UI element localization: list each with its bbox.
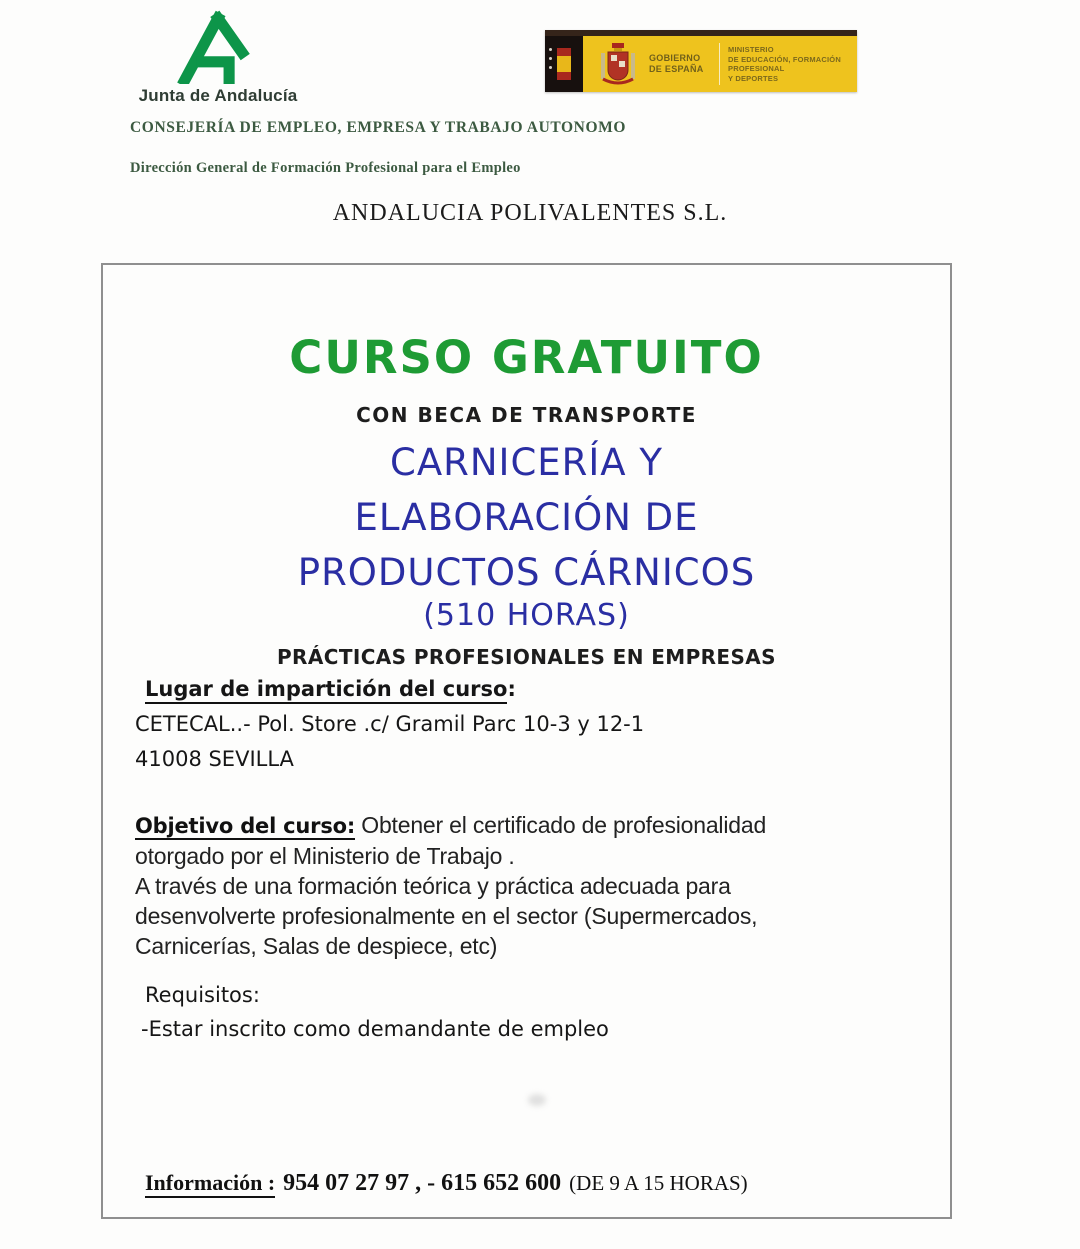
gobierno-name: GOBIERNO DE ESPAÑA <box>649 53 704 74</box>
company-name: ANDALUCIA POLIVALENTES S.L. <box>332 200 728 226</box>
objective-line1: Objetivo del curso: Obtener el certificado de profesionalidad <box>135 812 767 838</box>
flyer-subtitle: CON BECA DE TRANSPORTE <box>356 403 697 427</box>
info-label: Información : <box>145 1170 275 1198</box>
objective-label: Objetivo del curso: <box>135 814 356 838</box>
info-hours: (DE 9 A 15 HORAS) <box>569 1171 748 1195</box>
junta-logo-label: Junta de Andalucía <box>138 86 298 105</box>
junta-andalucia-logo <box>133 10 303 106</box>
info-phone-numbers: 954 07 27 97 , - 615 652 600 <box>283 1170 562 1196</box>
ministry-name: MINISTERIO DE EDUCACIÓN, FORMACIÓN PROFESIONAL Y DEPORTES <box>728 45 841 83</box>
scan-smudge <box>528 1094 546 1106</box>
location-address: CETECAL..- Pol. Store .c/ Gramil Parc 10-3 y 12-1 <box>135 712 645 736</box>
junta-a-icon <box>170 10 266 84</box>
direccion-general-line: Dirección General de Formación Profesional para el Empleo <box>130 160 521 176</box>
flyer-title: CURSO GRATUITO <box>289 331 764 384</box>
requirements-label: Requisitos: <box>145 983 260 1007</box>
location-label: Lugar de impartición del curso: <box>145 677 516 701</box>
objective-line2: otorgado por el Ministerio de Trabajo . <box>135 843 515 869</box>
spain-flag-icon <box>545 36 583 92</box>
course-name-line3: PRODUCTOS CÁRNICOS <box>297 551 756 594</box>
flyer-box <box>101 263 952 1219</box>
requirement-item: -Estar inscrito como demandante de empleo <box>141 1017 609 1041</box>
objective-line3: A través de una formación teórica y práctica adecuada para <box>135 873 731 899</box>
banner-divider <box>719 43 720 85</box>
course-duration: (510 HORAS) <box>423 598 630 633</box>
objective-section <box>135 810 915 961</box>
course-name-line1: CARNICERÍA Y <box>390 441 663 484</box>
objective-line5: Carnicerías, Salas de despiece, etc) <box>135 933 498 959</box>
location-city: 41008 SEVILLA <box>135 747 294 771</box>
course-name <box>103 435 950 600</box>
course-name-line2: ELABORACIÓN DE <box>354 496 699 539</box>
consejeria-line: CONSEJERÍA DE EMPLEO, EMPRESA Y TRABAJO AUTONOMO <box>130 119 627 136</box>
spain-coat-of-arms-icon <box>597 41 639 87</box>
info-line <box>145 1170 748 1198</box>
practices-line: PRÁCTICAS PROFESIONALES EN EMPRESAS <box>277 645 776 669</box>
objective-line4: desenvolverte profesionalmente en el sector (Supermercados, <box>135 903 758 929</box>
gobierno-espana-banner <box>545 30 857 92</box>
